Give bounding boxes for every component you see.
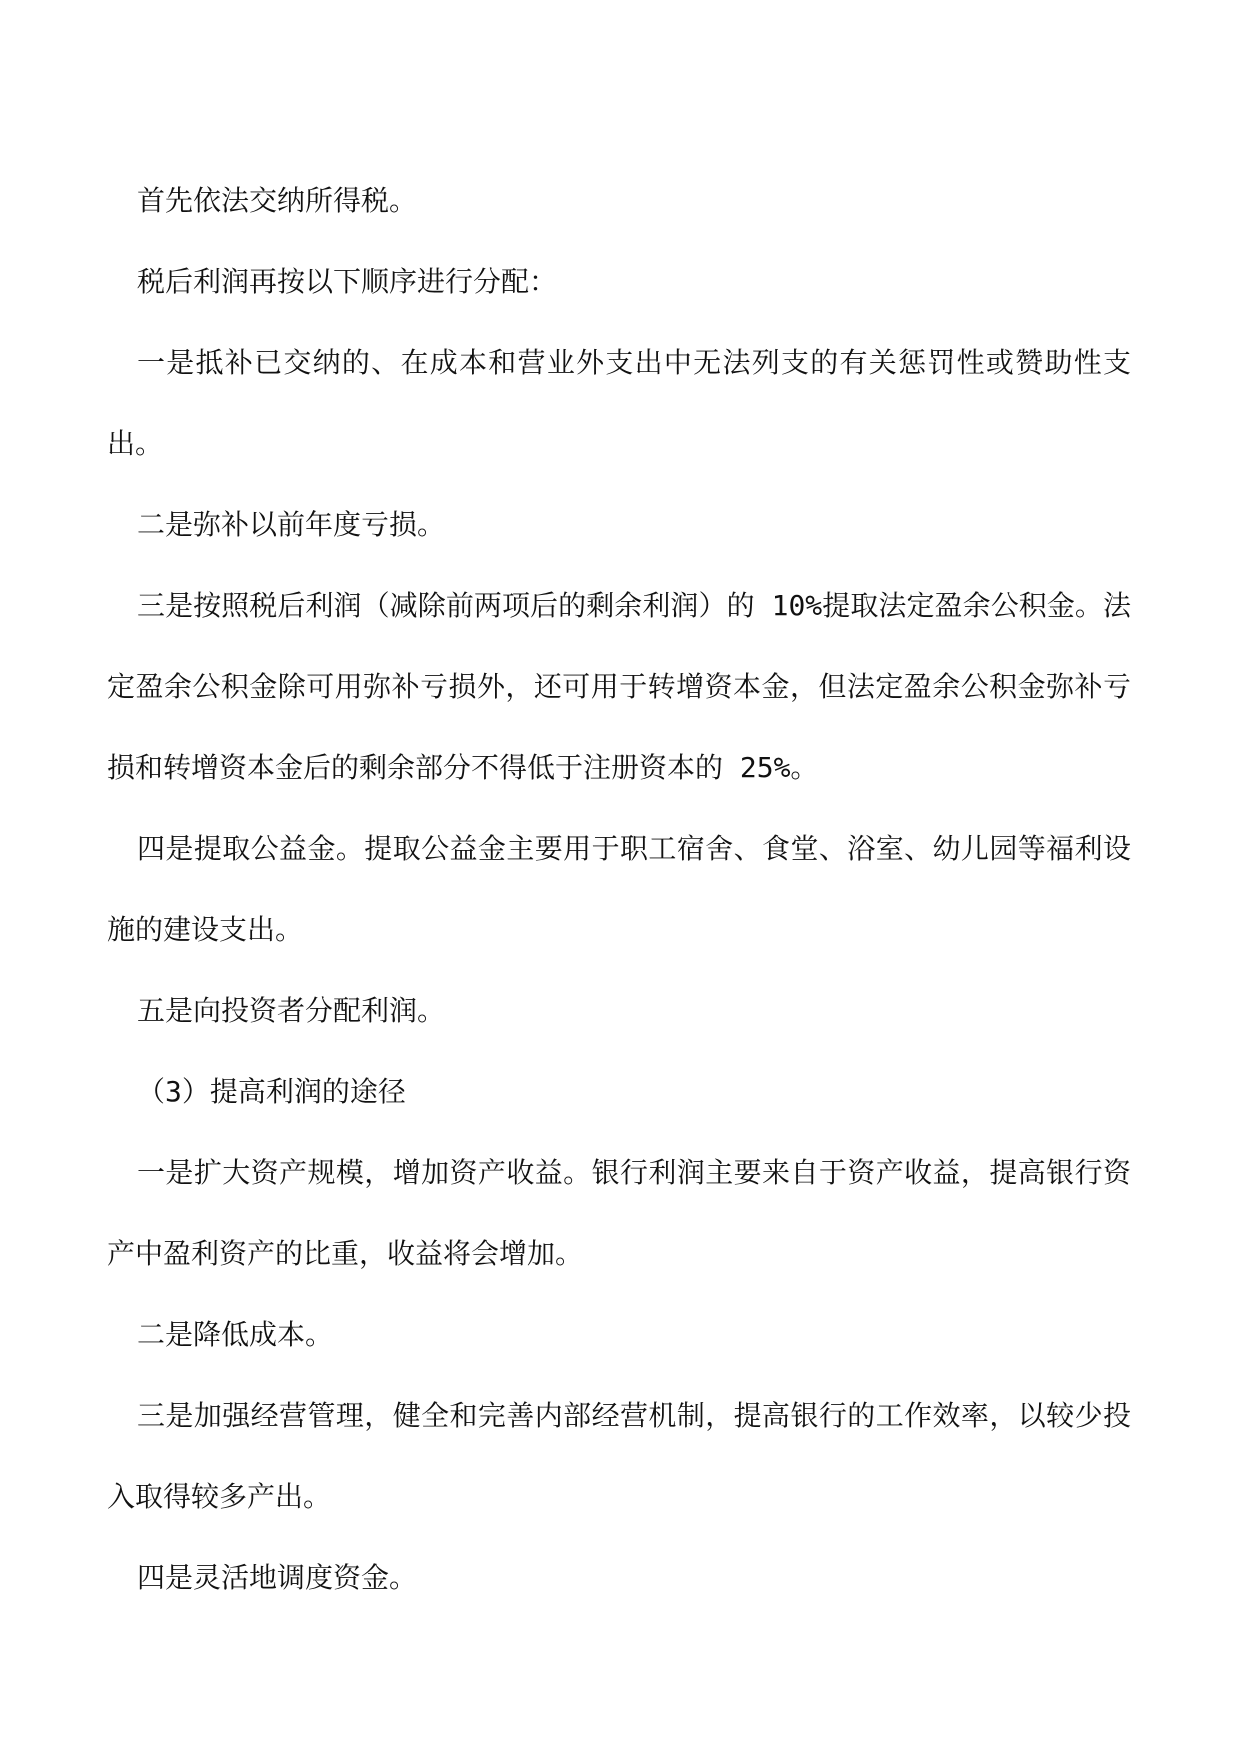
paragraph-flexible-funds: 四是灵活地调度资金。 bbox=[137, 1561, 418, 1594]
paragraph-profit-distribution-order: 税后利润再按以下顺序进行分配： bbox=[137, 265, 558, 298]
paragraph-item-one-offset-penalties: 一是抵补已交纳的、在成本和营业外支出中无法列支的有关惩罚性或赞助性支出。 bbox=[107, 346, 1131, 460]
document-body bbox=[107, 160, 1131, 1618]
paragraph-expand-assets: 一是扩大资产规模，增加资产收益。银行利润主要来自于资产收益，提高银行资产中盈利资产的比重，收益将会增加。 bbox=[107, 1156, 1131, 1270]
section-heading-increase-profit: （3）提高利润的途径 bbox=[137, 1075, 406, 1108]
paragraph-item-four-public-welfare-fund: 四是提取公益金。提取公益金主要用于职工宿舍、食堂、浴室、幼儿园等福利设施的建设支出。 bbox=[107, 832, 1131, 946]
paragraph-income-tax: 首先依法交纳所得税。 bbox=[137, 184, 418, 217]
paragraph-reduce-costs: 二是降低成本。 bbox=[137, 1318, 334, 1351]
paragraph-item-three-surplus-reserve: 三是按照税后利润（减除前两项后的剩余利润）的 10%提取法定盈余公积金。法定盈余公积金除可用弥补亏损外，还可用于转增资本金，但法定盈余公积金弥补亏损和转增资本金后的剩余部分不得低于注册资本的 25%。 bbox=[107, 589, 1131, 784]
paragraph-item-five-investor-distribution: 五是向投资者分配利润。 bbox=[137, 994, 446, 1027]
paragraph-item-two-cover-losses: 二是弥补以前年度亏损。 bbox=[137, 508, 446, 541]
paragraph-strengthen-management: 三是加强经营管理，健全和完善内部经营机制，提高银行的工作效率，以较少投入取得较多产出。 bbox=[107, 1399, 1131, 1513]
